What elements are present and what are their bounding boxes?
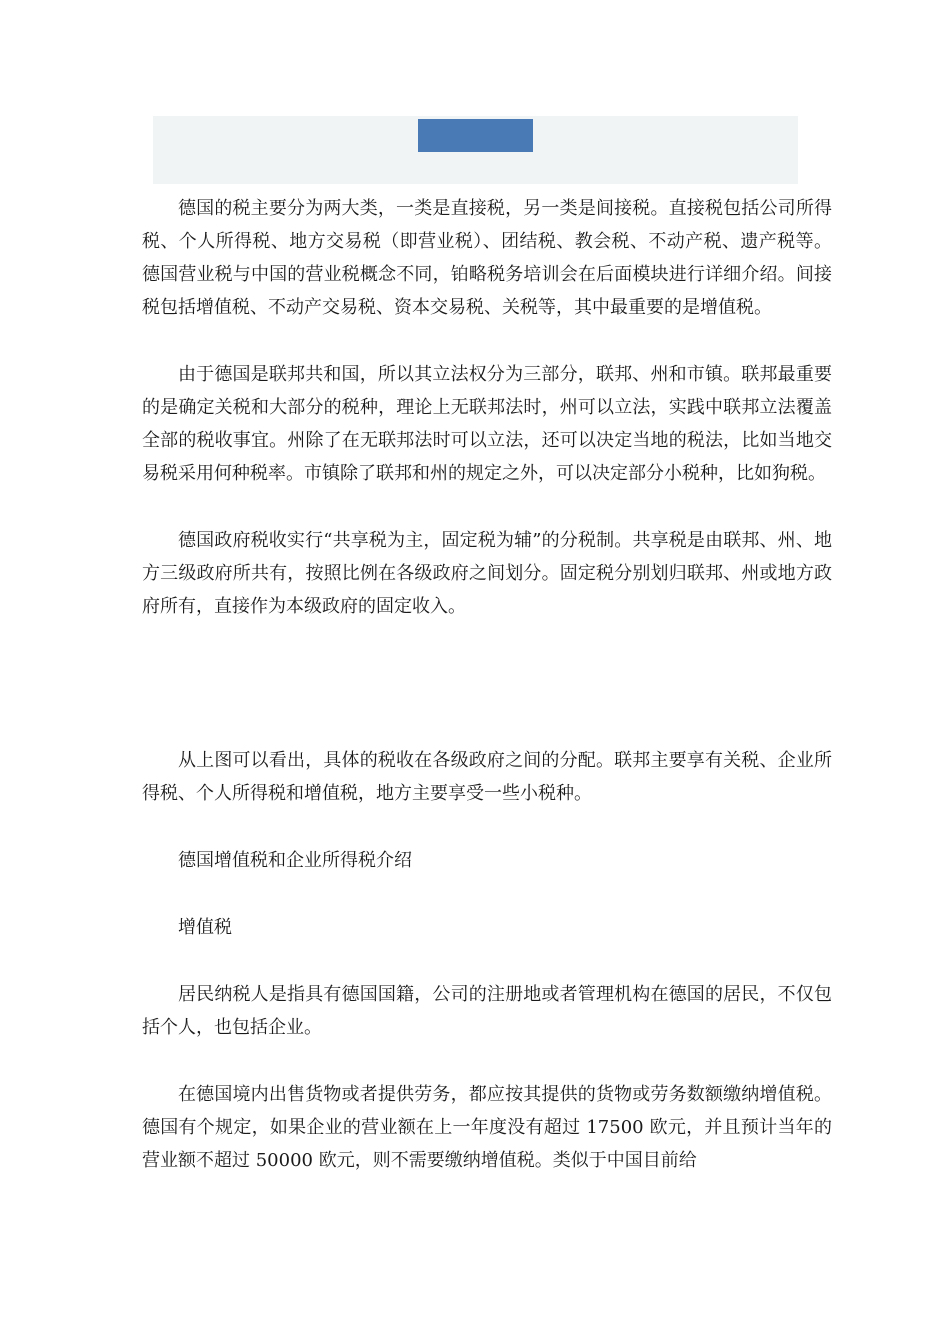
paragraph-tax-distribution: 从上图可以看出，具体的税收在各级政府之间的分配。联邦主要享有关税、企业所得税、个人所得税和增值税，地方主要享受一些小税种。 — [142, 750, 832, 804]
section-heading-vat-cit: 德国增值税和企业所得税介绍 — [178, 850, 412, 871]
document-body — [142, 192, 832, 1177]
paragraph-tax-sharing-system: 德国政府税收实行“共享税为主，固定税为辅”的分税制。共享税是由联邦、州、地方三级政府所共有，按照比例在各级政府之间划分。固定税分别划归联邦、州或地方政府所有，直接作为本级政府的固定收入。 — [142, 530, 832, 617]
section-heading-vat: 增值税 — [178, 917, 232, 938]
paragraph-legislative-power: 由于德国是联邦共和国，所以其立法权分为三部分，联邦、州和市镇。联邦最重要的是确定关税和大部分的税种，理论上无联邦法时，州可以立法，实践中联邦立法覆盖全部的税收事宜。州除了在无联邦法时可以立法，还可以决定当地的税法，比如当地交易税采用何种税率。市镇除了联邦和州的规定之外，可以决定部分小税种，比如狗税。 — [142, 364, 832, 484]
paragraph-resident-taxpayer: 居民纳税人是指具有德国国籍，公司的注册地或者管理机构在德国的居民，不仅包括个人，也包括企业。 — [142, 984, 832, 1038]
paragraph-vat-threshold: 在德国境内出售货物或者提供劳务，都应按其提供的货物或劳务数额缴纳增值税。德国有个规定，如果企业的营业额在上一年度没有超过 17500 欧元，并且预计当年的营业额不超过 50000 欧元，则不需要缴纳增值税。类似于中国目前给 — [142, 1084, 832, 1171]
figure-blue-block — [418, 119, 533, 152]
figure-banner — [153, 116, 798, 184]
paragraph-tax-categories: 德国的税主要分为两大类，一类是直接税，另一类是间接税。直接税包括公司所得税、个人所得税、地方交易税（即营业税）、团结税、教会税、不动产税、遗产税等。德国营业税与中国的营业税概念不同，铂略税务培训会在后面模块进行详细介绍。间接税包括增值税、不动产交易税、资本交易税、关税等，其中最重要的是增值税。 — [142, 198, 832, 318]
